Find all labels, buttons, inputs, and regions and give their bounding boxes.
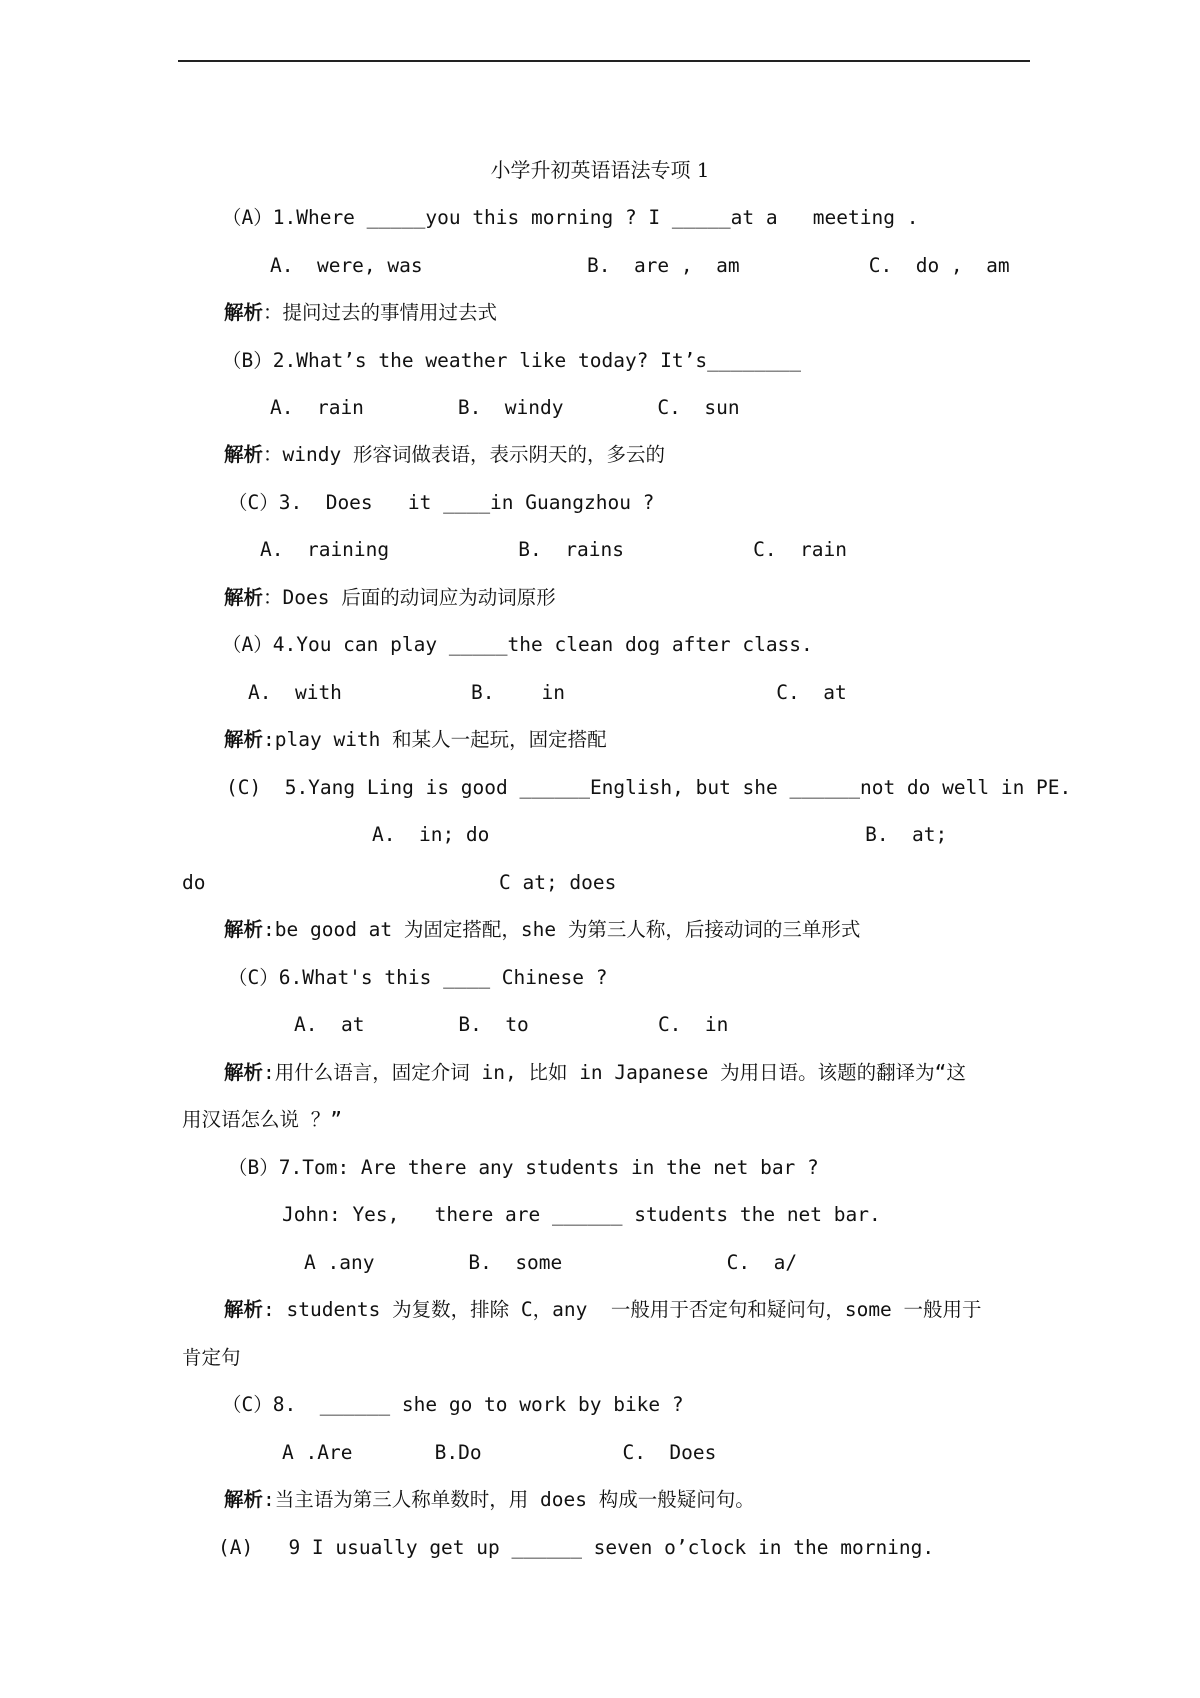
- analysis-3: [224, 586, 556, 610]
- analysis-text: ：Does 后面的动词应为动词原形: [263, 586, 556, 609]
- analysis-text: :用什么语言，固定介词 in, 比如 in Japanese 为用日语。该题的翻译为“这: [263, 1061, 966, 1084]
- analysis-2: [224, 443, 665, 467]
- analysis-6-continued: 用汉语怎么说 ？”: [182, 1108, 342, 1131]
- question-7-dialogue: John: Yes, there are ______ students the net bar.: [282, 1203, 881, 1226]
- analysis-label: 解析: [224, 1488, 264, 1511]
- question-4: （A）4.You can play _____the clean dog after class.: [222, 633, 813, 656]
- analysis-text: :play with 和某人一起玩，固定搭配: [263, 728, 607, 751]
- analysis-label: 解析: [224, 728, 264, 751]
- question-8: （C）8. ______ she go to work by bike ?: [222, 1393, 684, 1416]
- question-4-options: A. with B. in C. at: [248, 681, 847, 704]
- question-3-options: A. raining B. rains C. rain: [260, 538, 847, 561]
- analysis-label: 解析: [224, 586, 264, 609]
- analysis-text: : students 为复数，排除 C，any 一般用于否定句和疑问句，some 一般用于: [263, 1298, 982, 1321]
- analysis-7: [224, 1298, 982, 1322]
- analysis-1: [224, 301, 497, 325]
- analysis-text: :be good at 为固定搭配，she 为第三人称，后接动词的三单形式: [263, 918, 861, 941]
- analysis-label: 解析: [224, 443, 264, 466]
- question-3: （C）3. Does it ____in Guangzhou ?: [228, 491, 655, 514]
- question-6: （C）6.What's this ____ Chinese ?: [228, 966, 608, 989]
- analysis-label: 解析: [224, 918, 264, 941]
- question-5-options-continued: do C at; does: [182, 871, 617, 894]
- analysis-label: 解析: [224, 301, 264, 324]
- analysis-7-continued: 肯定句: [182, 1346, 241, 1369]
- analysis-label: 解析: [224, 1298, 264, 1321]
- analysis-text: :当主语为第三人称单数时，用 does 构成一般疑问句。: [263, 1488, 755, 1511]
- question-2-options: A. rain B. windy C. sun: [270, 396, 740, 419]
- analysis-text: ：提问过去的事情用过去式: [263, 301, 498, 324]
- question-2: （B）2.What’s the weather like today? It’s________: [222, 349, 802, 372]
- analysis-8: [224, 1488, 755, 1512]
- question-8-options: A .Are B.Do C. Does: [282, 1441, 717, 1464]
- question-5-options: A. in; do B. at;: [372, 823, 948, 846]
- question-7: （B）7.Tom: Are there any students in the net bar ?: [228, 1156, 819, 1179]
- analysis-label: 解析: [224, 1061, 264, 1084]
- analysis-5: [224, 918, 860, 942]
- analysis-6: [224, 1061, 966, 1085]
- page-title: 小学升初英语语法专项 1: [490, 158, 710, 182]
- question-6-options: A. at B. to C. in: [294, 1013, 729, 1036]
- question-7-options: A .any B. some C. a/: [304, 1251, 798, 1274]
- question-9: (A) 9 I usually get up ______ seven o’clock in the morning.: [218, 1536, 935, 1559]
- question-5: (C) 5.Yang Ling is good ______English, but she ______not do well in PE.: [226, 776, 1072, 799]
- header-rule: [178, 60, 1030, 62]
- analysis-4: [224, 728, 607, 752]
- analysis-text: ：windy 形容词做表语，表示阴天的，多云的: [263, 443, 665, 466]
- question-1-options: A. were, was B. are , am C. do , am: [270, 254, 1010, 277]
- question-1: （A）1.Where _____you this morning ? I _____at a meeting .: [222, 206, 919, 229]
